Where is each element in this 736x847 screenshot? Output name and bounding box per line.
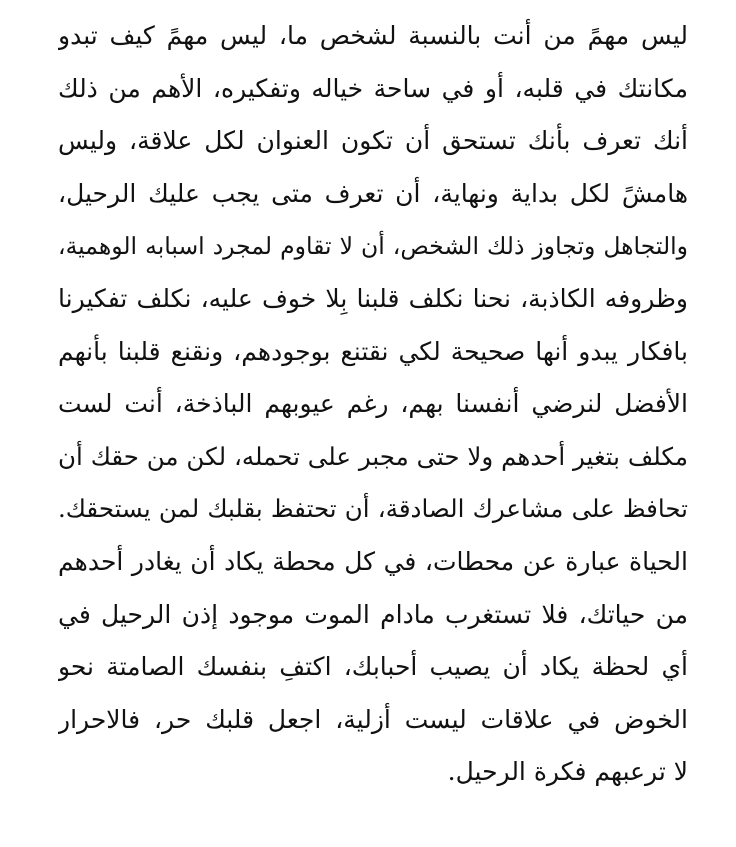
text-line-1: ليس مهمً من أنت بالنسبة لشخص ما، ليس مهمً كيف تبدو xyxy=(58,21,688,50)
text-line-11: الحياة عبارة عن محطات، في كل محطة يكاد أن يغادر أحدهم xyxy=(58,546,688,576)
text-line-15: لا ترعبهم فكرة الرحيل. xyxy=(447,757,688,787)
text-line-3: أنك تعرف بأنك تستحق أن تكون العنوان لكل علاقة، وليس xyxy=(58,126,688,156)
text-line-13: أي لحظة يكاد أن يصيب أحبابك، اكتفِ بنفسك الصامتة نحو xyxy=(58,652,688,682)
text-line-7: بافكار يبدو أنها صحيحة لكي نقتنع بوجودهم، ونقنع قلبنا بأنهم xyxy=(58,336,688,366)
text-line-2: مكانتك في قلبه، أو في ساحة خياله وتفكيره، الأهم من ذلك xyxy=(58,73,688,103)
text-line-10: تحافظ على مشاعرك الصادقة، أن تحتفظ بقلبك لمن يستحقك. xyxy=(58,494,688,524)
text-line-9: مكلف بتغير أحدهم ولا حتى مجبر على تحمله، لكن من حقك أن xyxy=(58,441,688,471)
text-line-5: والتجاهل وتجاوز ذلك الشخص، أن لا تقاوم لمجرد اسبابه الوهمية، xyxy=(58,232,688,261)
text-line-8: الأفضل لنرضي أنفسنا بهم، رغم عيوبهم الباذخة، أنت لست xyxy=(58,389,688,419)
text-line-14: الخوض في علاقات ليست أزلية، اجعل قلبك حر، فالاحرار xyxy=(58,704,688,734)
text-line-12: من حياتك، فلا تستغرب مادام الموت موجود إذن الرحيل في xyxy=(58,599,688,629)
text-line-6: وظروفه الكاذبة، نحنا نكلف قلبنا بِلا خوف عليه، نكلف تفكيرنا xyxy=(58,283,688,313)
arabic-text-block xyxy=(58,10,688,799)
text-line-4: هامشً لكل بداية ونهاية، أن تعرف متى يجب عليك الرحيل، xyxy=(58,178,688,208)
